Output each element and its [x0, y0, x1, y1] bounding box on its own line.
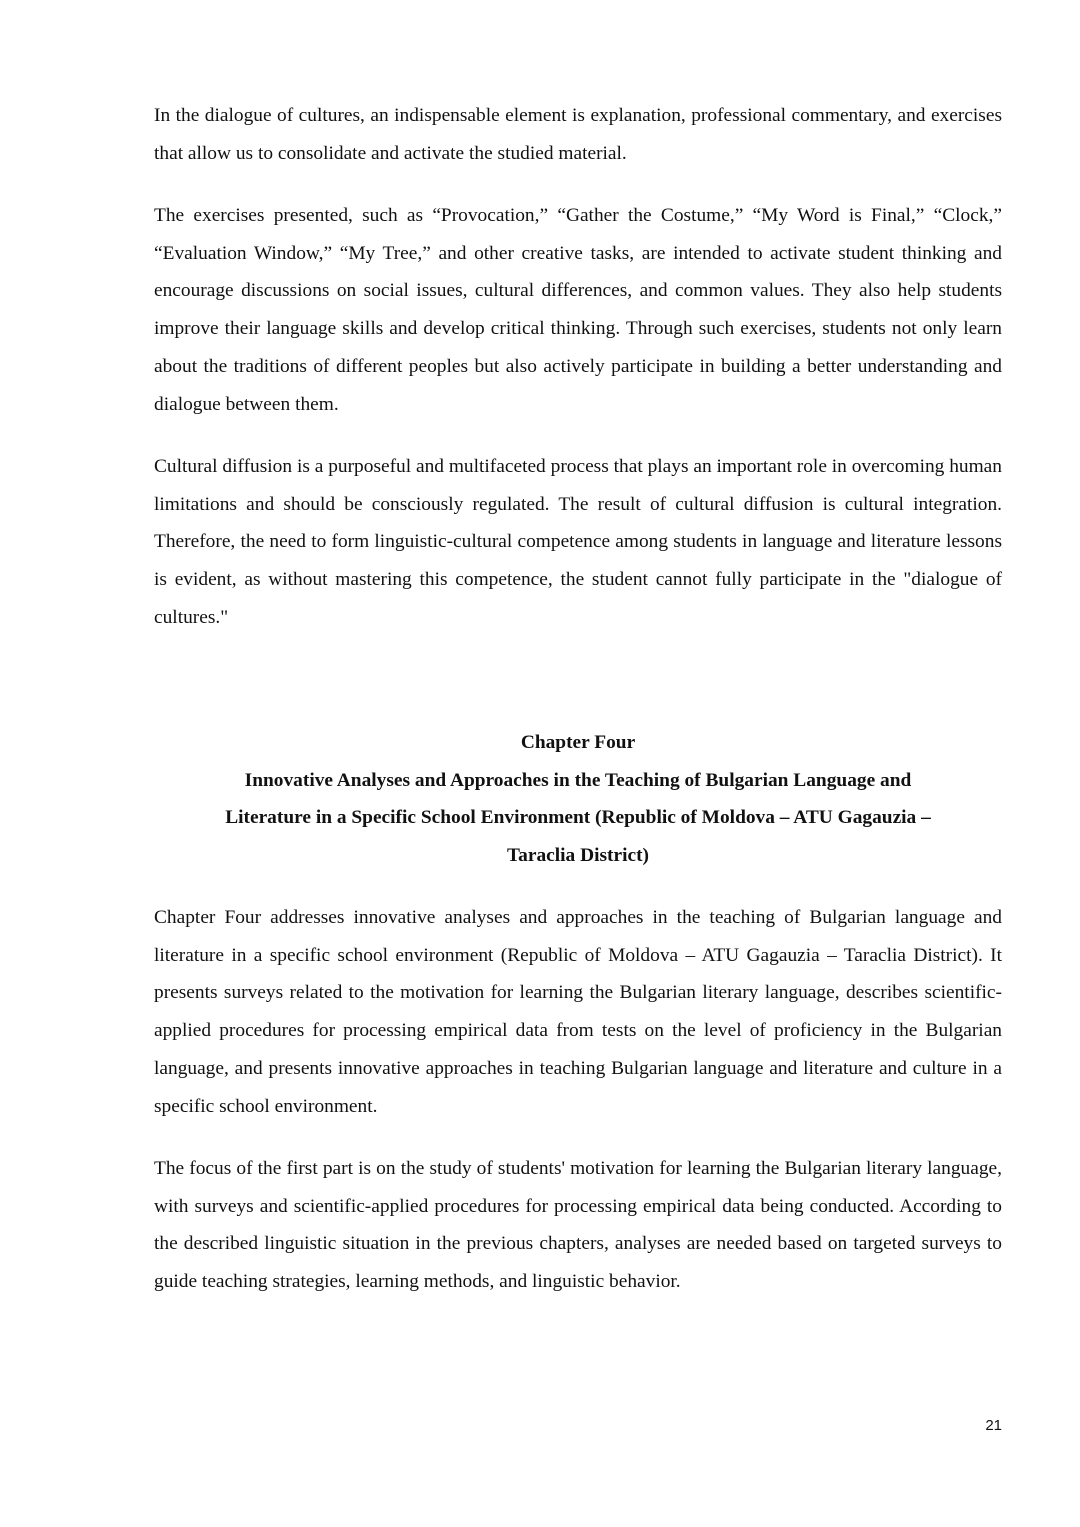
chapter-label: Chapter Four	[520, 732, 636, 753]
chapter-title-line-2: Literature in a Specific School Environment (Republic of Moldova – ATU Gagauzia –	[225, 807, 931, 829]
chapter-title-line-3: Taraclia District)	[507, 845, 649, 867]
paragraph-dialogue-of-cultures: In the dialogue of cultures, an indispensable element is explanation, professional commentary, and exercises that allow us to consolidate and activate the studied material.	[154, 105, 1002, 164]
chapter-title-line-1: Innovative Analyses and Approaches in the Teaching of Bulgarian Language and	[244, 769, 912, 791]
paragraph-cultural-diffusion: Cultural diffusion is a purposeful and multifaceted process that plays an important role in overcoming human limitations and should be consciously regulated. The result of cultural diffusion is cultural integration. Therefore, the need to form linguistic-cultural competence among students in language and literature lessons is evident, as without mastering this competence, the student cannot fully participate in the "dialogue of cultures."	[154, 456, 1002, 628]
chapter-heading	[154, 724, 1002, 875]
paragraph-exercises: The exercises presented, such as “Provocation,” “Gather the Costume,” “My Word is Final,” “Clock,” “Evaluation Window,” “My Tree,” and other creative tasks, are intended to activate student thinking and encourage discussions on social issues, cultural differences, and common values. They also help students improve their language skills and develop critical thinking. Through such exercises, students not only learn about the traditions of different peoples but also actively participate in building a better understanding and dialogue between them.	[154, 205, 1002, 415]
page-number: 21	[985, 1417, 1002, 1434]
paragraph-first-part-focus: The focus of the first part is on the study of students' motivation for learning the Bulgarian literary language, with surveys and scientific-applied procedures for processing empirical data being conducted. According to the described linguistic situation in the previous chapters, analyses are needed based on targeted surveys to guide teaching strategies, learning methods, and linguistic behavior.	[154, 1158, 1002, 1293]
paragraph-chapter-overview: Chapter Four addresses innovative analyses and approaches in the teaching of Bulgarian language and literature in a specific school environment (Republic of Moldova – ATU Gagauzia – Taraclia District). It presents surveys related to the motivation for learning the Bulgarian literary language, describes scientific-applied procedures for processing empirical data from tests on the level of proficiency in the Bulgarian language, and presents innovative approaches in teaching Bulgarian language and literature and culture in a specific school environment.	[154, 907, 1002, 1117]
